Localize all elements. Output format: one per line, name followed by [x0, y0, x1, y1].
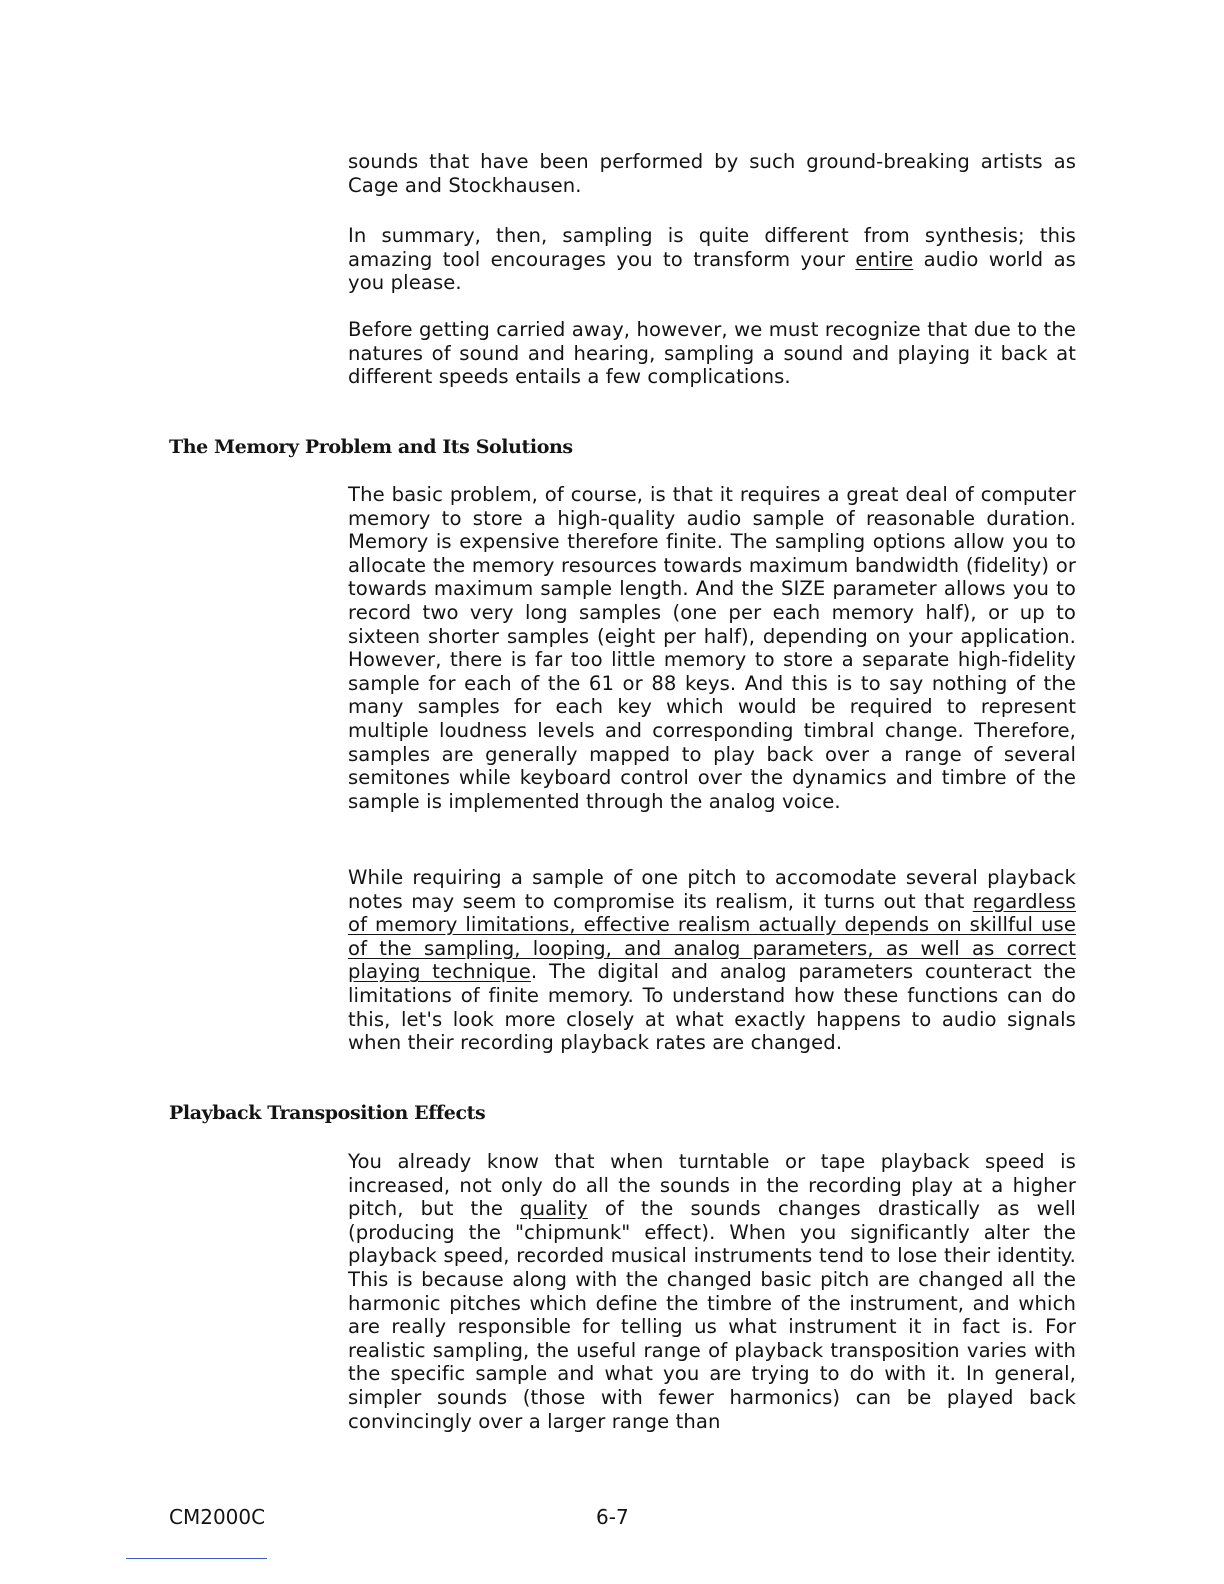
intro-paragraph-3: Before getting carried away, however, we must recognize that due to the natures of sound and hearing, sampling a sound and playing it back at different speeds entails a few complications. [348, 318, 1076, 389]
memory-paragraph-2 [348, 866, 1076, 1055]
section-heading-playback: Playback Transposition Effects [169, 1102, 486, 1124]
memory-emphasis-realism: regardless of memory limitations, effective realism actually depends on skillful use of the sampling, looping, and analog parameters, as well as correct playing technique [348, 889, 1076, 984]
playback-paragraph-1-text-a: You already know that when turntable or tape playback speed is increased, not only do all the sounds in the recording play at a higher pitch, but the [348, 1150, 1076, 1221]
footer-rule [126, 1558, 267, 1559]
intro-paragraph-2-text-a: In summary, then, sampling is quite different from synthesis; this amazing tool encourages you to transform your [348, 224, 1076, 271]
playback-paragraph-1-text-b: of the sounds changes drastically as well (producing the "chipmunk" effect). When you significantly alter the playback speed, recorded musical instruments tend to lose their identity. This is because along with the changed basic pitch are changed all the harmonic pitches which define the timbre of the instrument, and which are really responsible for telling us what instrument it in fact is. For realistic sampling, the useful range of playback transposition varies with the specific sample and what you are trying to do with it. In general, simpler sounds (those with fewer harmonics) can be played back convincingly over a larger range than [348, 1197, 1076, 1433]
footer-document-id: CM2000C [169, 1505, 266, 1529]
playback-emphasis-quality: quality [520, 1197, 588, 1221]
intro-emphasis-entire: entire [855, 247, 914, 271]
memory-paragraph-1: The basic problem, of course, is that it requires a great deal of computer memory to store a high-quality audio sample of reasonable duration. Memory is expensive therefore finite. The sampling options allow you to allocate the memory resources towards maximum bandwidth (fidelity) or towards maximum sample length. And the SIZE parameter allows you to record two very long samples (one per each memory half), or up to sixteen shorter samples (eight per half), depending on your application. However, there is far too little memory to store a separate high-fidelity sample for each of the 61 or 88 keys. And this is to say nothing of the many samples for each key which would be required to represent multiple loudness levels and corresponding timbral change. Therefore, samples are generally mapped to play back over a range of several semitones while keyboard control over the dynamics and timbre of the sample is implemented through the analog voice. [348, 483, 1076, 813]
memory-paragraph-2-text-a: While requiring a sample of one pitch to accomodate several playback notes may seem to compromise its realism, it turns out that [348, 866, 1076, 913]
memory-paragraph-2-text-b: . The digital and analog parameters counteract the limitations of finite memory. To understand how these functions can do this, let's look more closely at what exactly happens to audio signals when their recording playback rates are changed. [348, 960, 1077, 1055]
section-heading-memory: The Memory Problem and Its Solutions [169, 436, 573, 458]
intro-paragraph-2-text-b: audio world as you please. [348, 247, 1076, 295]
playback-paragraph-1 [348, 1150, 1076, 1433]
intro-paragraph-1: sounds that have been performed by such ground-breaking artists as Cage and Stockhausen. [348, 150, 1076, 197]
intro-paragraph-2 [348, 224, 1076, 295]
footer-page-number: 6-7 [596, 1505, 629, 1529]
